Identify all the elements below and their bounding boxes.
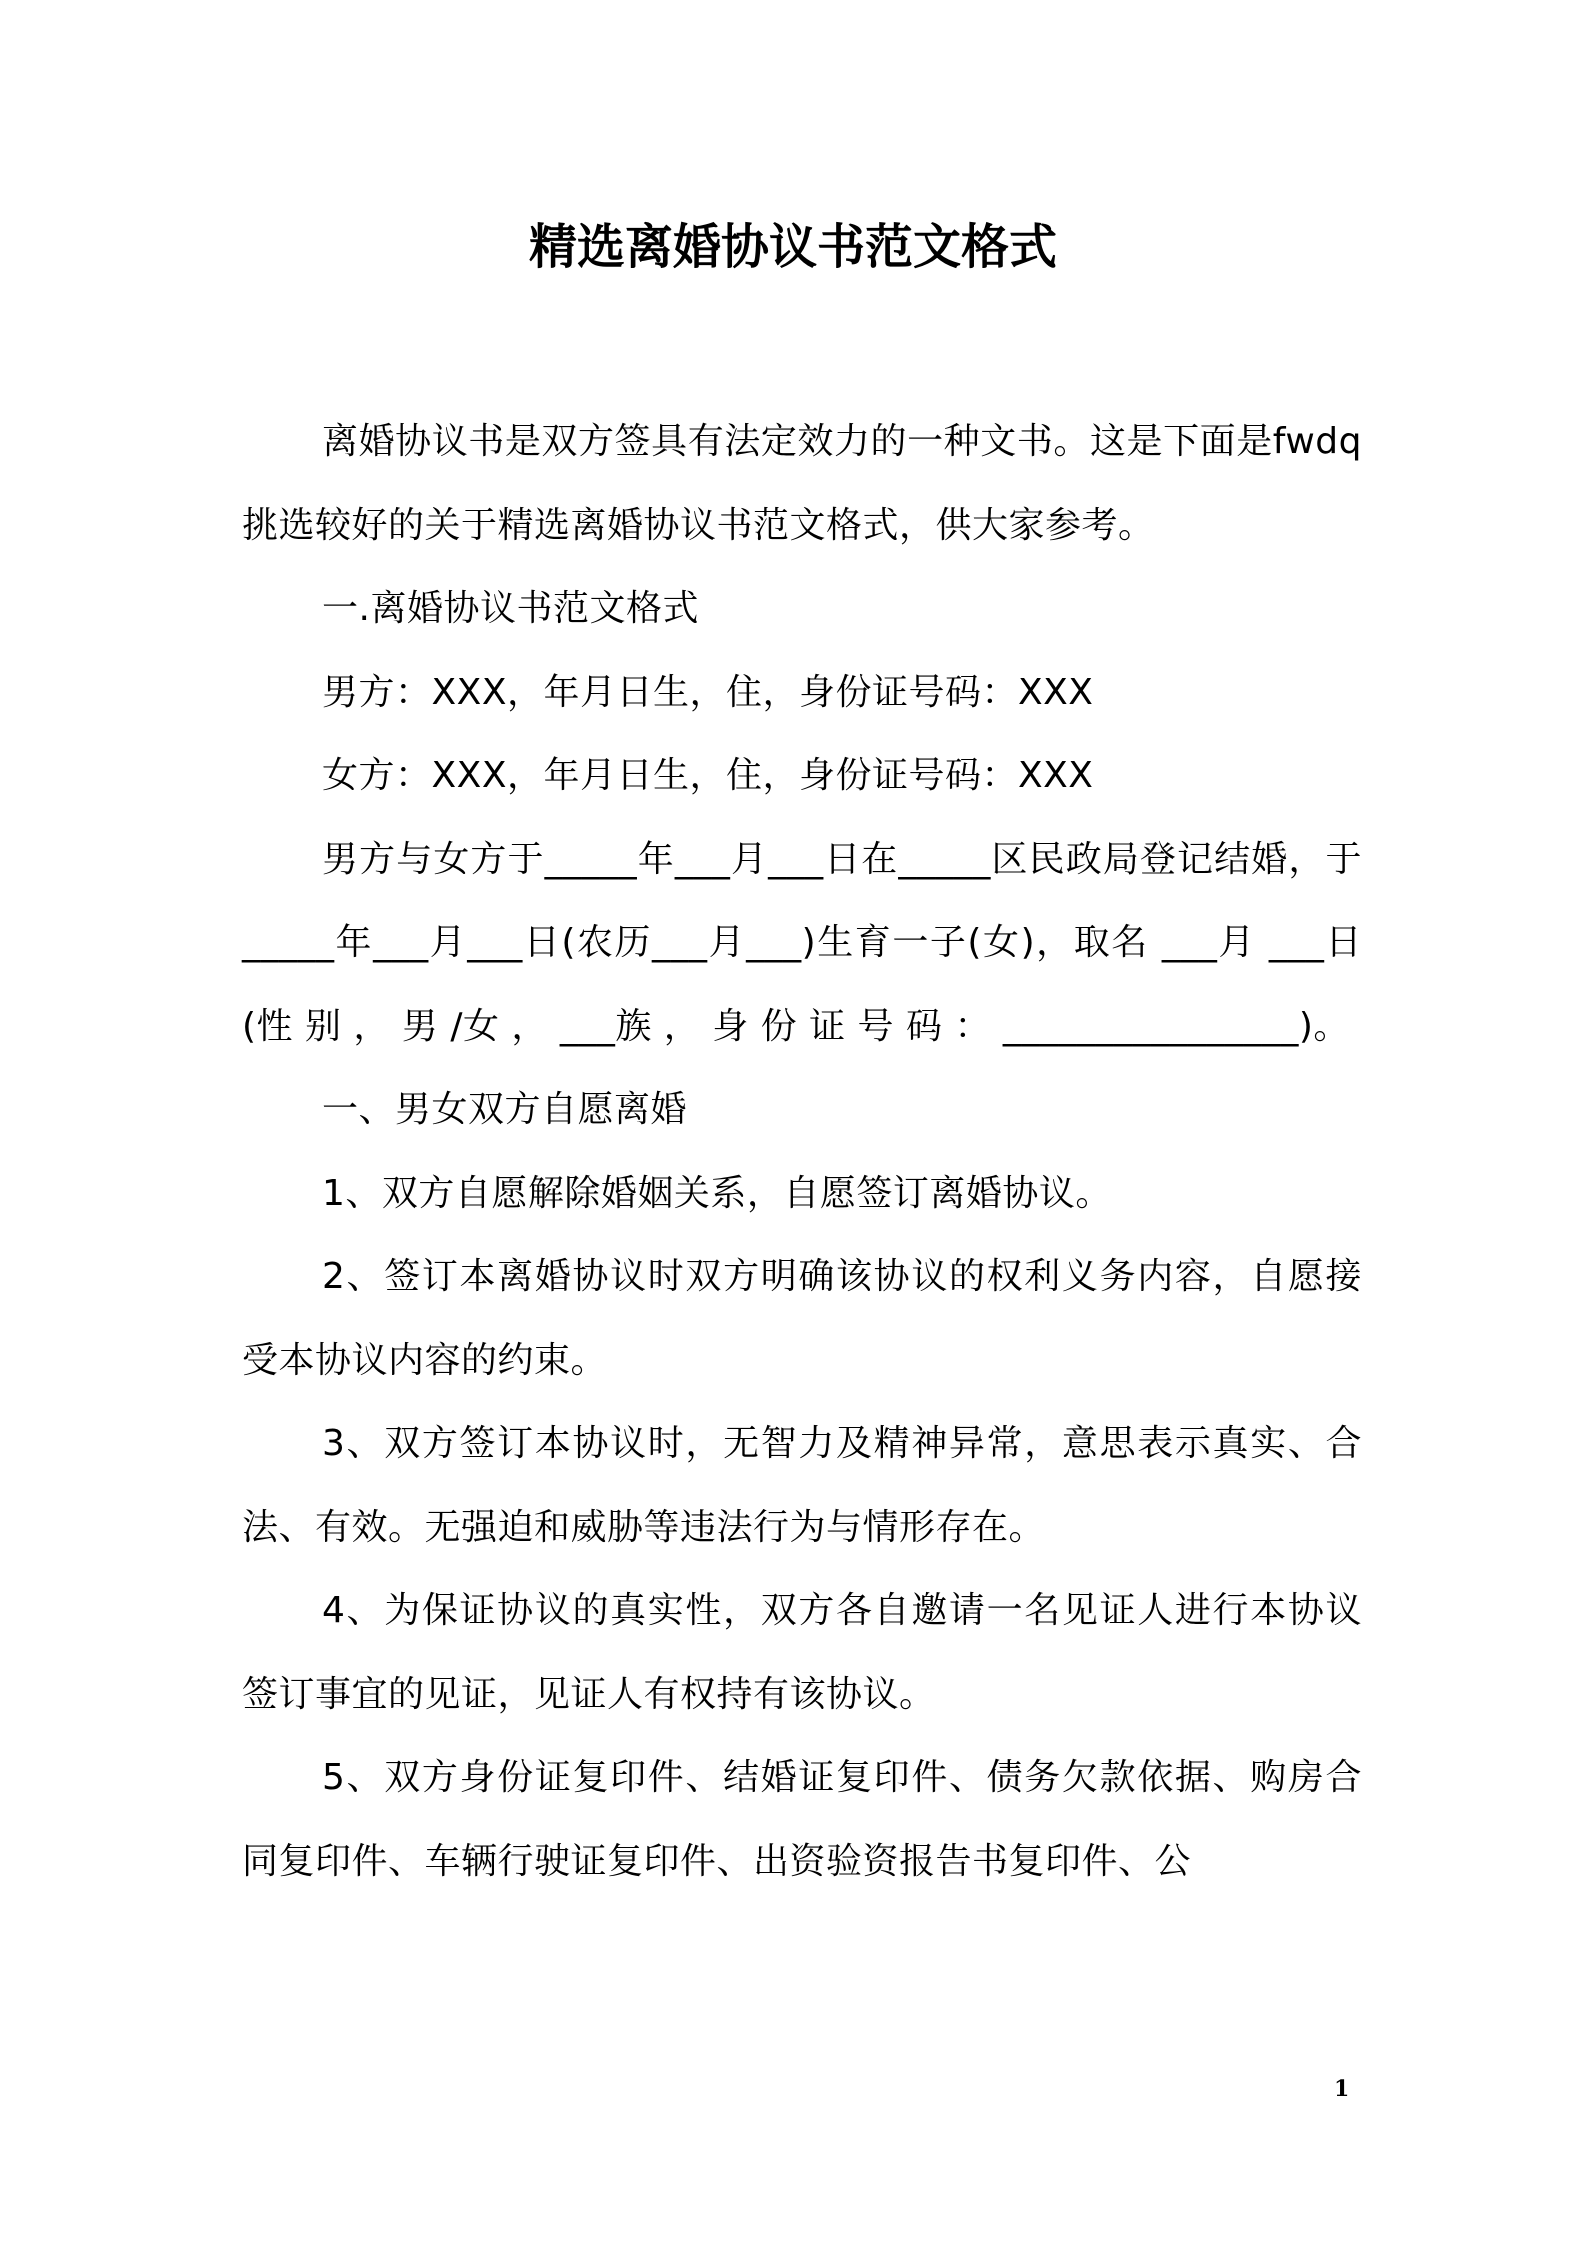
document-body [242,400,1362,1903]
document-title: 精选离婚协议书范文格式 [528,219,1057,275]
section-heading-format: 一.离婚协议书范文格式 [322,588,699,629]
page-number: 1 [1334,2076,1350,2102]
clause-item-4: 4、为保证协议的真实性，双方各自邀请一名见证人进行本协议签订事宜的见证，见证人有权持有该协议。 [242,1590,1362,1715]
clause-item-2: 2、签订本离婚协议时双方明确该协议的权利义务内容，自愿接受本协议内容的约束。 [242,1256,1362,1381]
clause-item-5: 5、双方身份证复印件、结婚证复印件、债务欠款依据、购房合同复印件、车辆行驶证复印件、出资验资报告书复印件、公 [242,1757,1362,1882]
clause-item-1: 1、双方自愿解除婚姻关系，自愿签订离婚协议。 [322,1172,1112,1214]
intro-paragraph: 离婚协议书是双方签具有法定效力的一种文书。这是下面是fwdq 挑选较好的关于精选离婚协议书范文格式，供大家参考。 [242,421,1362,546]
clause-heading-voluntary: 一、男女双方自愿离婚 [322,1089,688,1130]
marriage-info-paragraph: 男方与女方于_____年___月___日在_____区民政局登记结婚，于_____年___月___日(农历___月___)生育一子(女)，取名 ___月 ___日 (性 别 ， 男 /女 ， ___族 ， 身 份 证 号 码 ： ________________)。 [242,838,1362,1047]
female-party-line: 女方：XXX，年月日生，住，身份证号码：XXX [322,755,1094,796]
clause-item-3: 3、双方签订本协议时，无智力及精神异常，意思表示真实、合法、有效。无强迫和威胁等违法行为与情形存在。 [242,1423,1362,1548]
male-party-line: 男方：XXX，年月日生，住，身份证号码：XXX [322,671,1094,713]
